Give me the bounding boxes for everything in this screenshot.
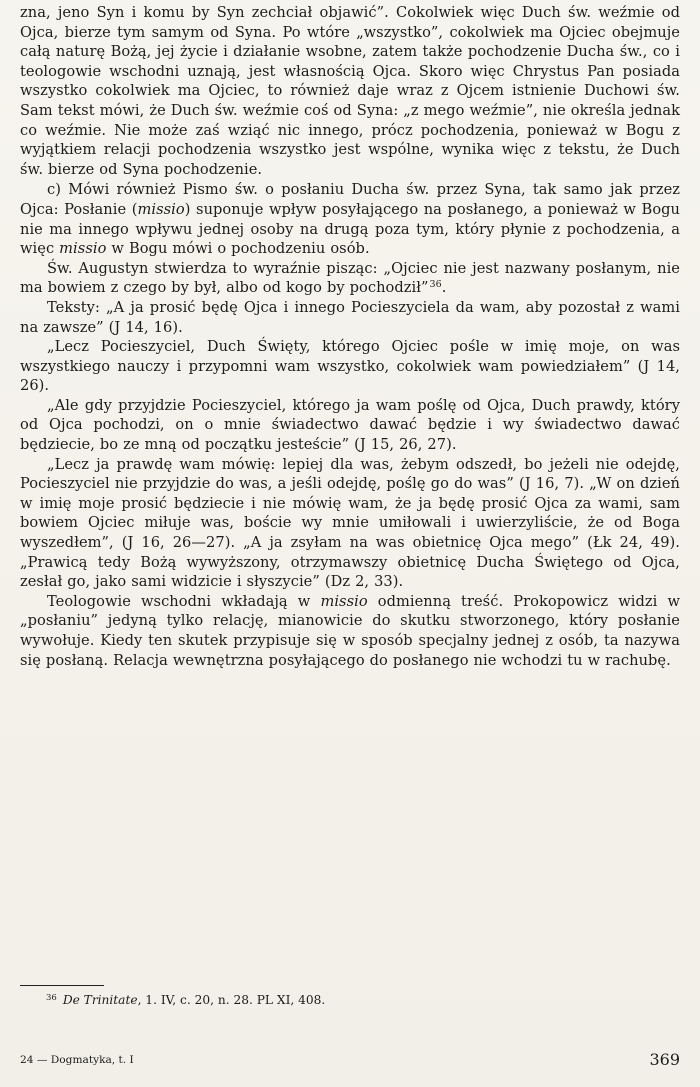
paragraph-2-part-c: w Bogu mówi o pochodzeniu osób. <box>106 240 370 258</box>
footnote-number: 36 <box>46 993 57 1003</box>
paragraph-1: zna, jeno Syn i komu by Syn zechciał objawić”. Cokolwiek więc Duch św. weźmie od Ojca, bierze tym samym od Syna. Po wtóre „wszystko”, cokolwiek ma Ojciec obejmuje całą naturę Bożą, jej życie i działanie wsobne, zatem także pochodzenie Ducha św., co i teologowie wschodni uznają, jest własnością Ojca. Skoro więc Chrystus Pan posiada wszystko cokolwiek ma Ojciec, to również daje wraz z Ojcem istnienie Duchowi św. Sam tekst mówi, że Duch św. weźmie coś od Syna: „z mego weźmie”, nie określa jednak co weźmie. Nie może zaś wziąć nic innego, prócz pochodzenia, ponieważ w Bogu z wyjątkiem relacji pochodzenia wszystko jest wspólne, wynika więc z tekstu, że Duch św. bierze od Syna pochodzenie. <box>20 4 680 178</box>
paragraph-8-part-b: odmienną treść. Prokopowicz widzi w „posłaniu” jedyną tylko relację, mianowicie do skutku stworzonego, który posłanie wywołuje. Kiedy ten skutek przypisuje się w sposób specjalny jednej z osób, ta nazywa się posłaną. Relacja wewnętrzna posyłającego do posłanego nie wchodzi tu w rachubę. <box>20 592 680 669</box>
paragraph-8-part-a: Teologowie wschodni wkładają w <box>47 592 321 610</box>
footnote-citation: , 1. IV, c. 20, n. 28. PL XI, 408. <box>137 993 326 1007</box>
printer-signature: 24 — Dogmatyka, t. I <box>20 1054 134 1066</box>
footnote-title: De Trinitate <box>62 993 138 1007</box>
augustine-quote: Św. Augustyn stwierdza to wyraźnie pisząc: „Ojciec nie jest nazwany posłanym, nie ma bowiem z czego by był, albo od kogo by pochodził” <box>20 259 680 297</box>
footnote <box>46 992 676 1008</box>
paragraph-7: „Lecz ja prawdę wam mówię: lepiej dla was, żebym odszedł, bo jeżeli nie odejdę, Pocieszyciel nie przyjdzie do was, a jeśli odejdę, poślę go do was” (J 16, 7). „W on dzień w imię moje prosić będziecie i nie mówię wam, że ja będę prosić Ojca za wami, sam bowiem Ojciec miłuje was, boście wy mnie umiłowali i uwierzyliście, że od Boga wyszedłem”, (J 16, 26—27). „A ja zsyłam na was obietnicę Ojca mego” (Łk 24, 49). „Prawicą tedy Bożą wywyższony, otrzymawszy obietnicę Ducha Świętego od Ojca, zesłał go, jako sami widzicie i słyszycie” (Dz 2, 33). <box>20 455 680 591</box>
paragraph-4: Teksty: „A ja prosić będę Ojca i innego Pocieszyciela da wam, aby pozostał z wami na zawsze” (J 14, 16). <box>20 298 680 336</box>
footnote-divider <box>20 985 104 986</box>
paragraph-8 <box>20 592 680 670</box>
paragraph-3 <box>20 259 680 298</box>
paragraph-5: „Lecz Pocieszyciel, Duch Święty, którego Ojciec pośle w imię moje, on was wszystkiego nauczy i przypomni wam wszystko, cokolwiek wam powiedziałem” (J 14, 26). <box>20 338 680 395</box>
augustine-quote-end: . <box>441 279 447 297</box>
paragraph-2-part-a: c) Mówi również Pismo św. o posłaniu Ducha św. przez Syna, tak samo jak przez Ojca: Posłanie ( <box>20 181 680 218</box>
page-number: 369 <box>649 1050 680 1069</box>
paragraph-8-italic: missio <box>320 592 368 610</box>
paragraph-6: „Ale gdy przyjdzie Pocieszyciel, którego ja wam poślę od Ojca, Duch prawdy, który od Ojca pochodzi, on o mnie świadectwo dawać będzie i wy świadectwo dawać będziecie, bo ze mną od początku jesteście” (J 15, 26, 27). <box>20 396 680 454</box>
main-text <box>20 3 680 670</box>
paragraph-2-italic-1: missio <box>137 200 185 218</box>
paragraph-2-italic-2: missio <box>59 240 107 258</box>
paragraph-2-part-b: ) suponuje wpływ posyłającego na posłanego, a ponieważ w Bogu nie ma innego wpływu jednej osoby na drugą poza tym, który płynie z pochodzenia, a więc <box>20 200 680 258</box>
paragraph-2 <box>20 180 680 258</box>
footnote-reference: 36 <box>429 279 442 291</box>
